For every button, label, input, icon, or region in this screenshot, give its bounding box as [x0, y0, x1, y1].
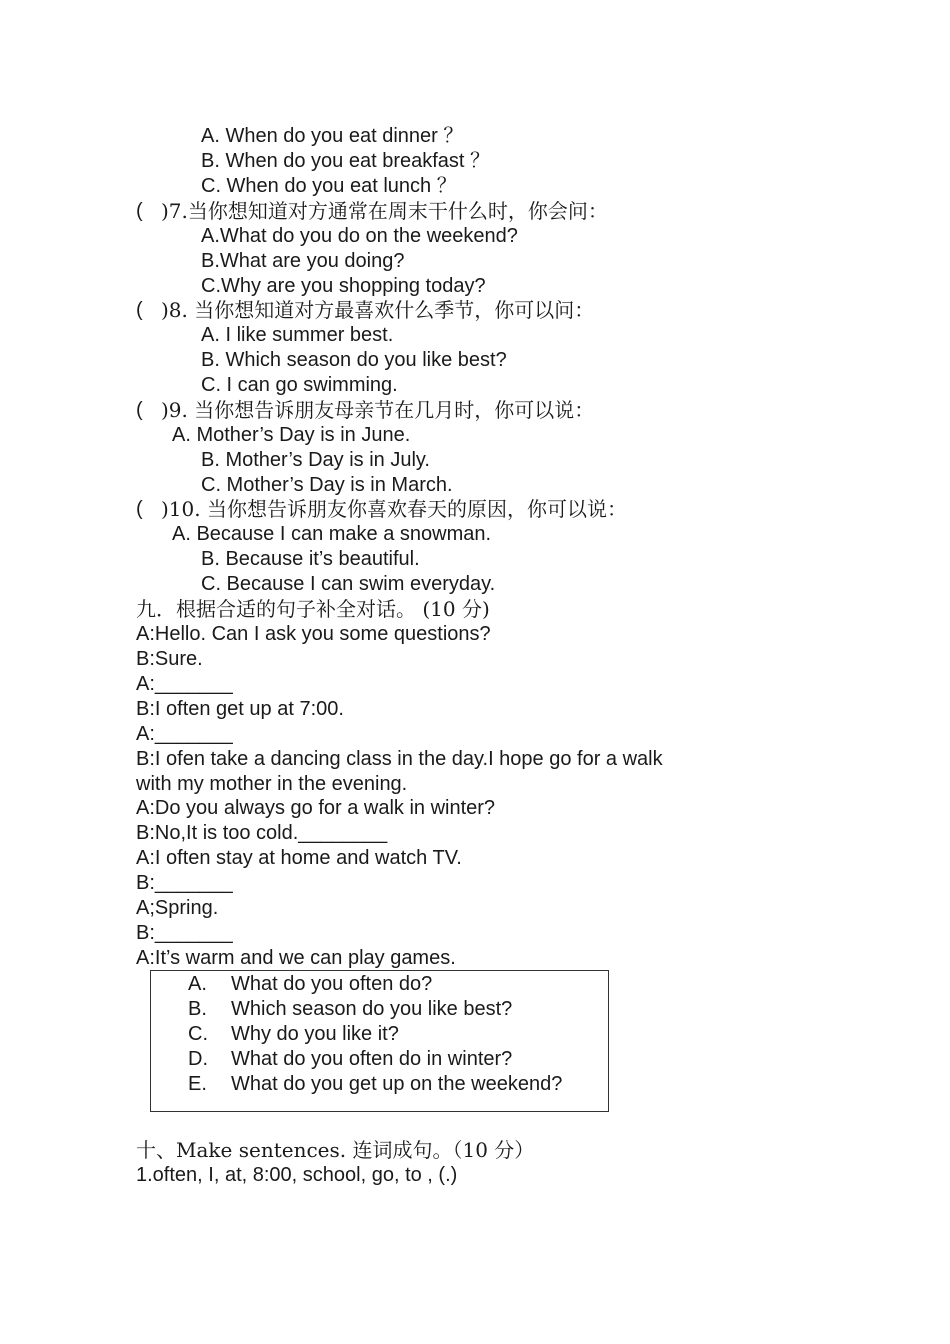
dialogue-line: A:I often stay at home and watch TV. [136, 847, 462, 869]
q8-stem: )8. 当你想知道对方最喜欢什么季节，你可以问： [161, 298, 595, 322]
q9-paren: ( [136, 399, 143, 421]
section10-item-1: 1.often, I, at, 8:00, school, go, to , (.) [136, 1164, 458, 1186]
dialogue-line: B:I often get up at 7:00. [136, 698, 344, 720]
dialogue-blank-line: B:_______ [136, 922, 233, 944]
dialogue-line: A:It’s warm and we can play games. [136, 947, 456, 969]
q7-option-c: C.Why are you shopping today? [201, 275, 486, 297]
q6-option-b: B. When do you eat breakfast ？ [201, 150, 491, 172]
dialogue-line: A:Do you always go for a walk in winter? [136, 797, 496, 819]
q6-option-c: C. When do you eat lunch ？ [201, 175, 457, 197]
q8-option-c: C. I can go swimming. [201, 374, 398, 396]
dialogue-blank-line: B:_______ [136, 872, 233, 894]
q10-paren: ( [136, 498, 143, 520]
q8-paren: ( [136, 299, 143, 321]
q8-option-b: B. Which season do you like best? [201, 349, 507, 371]
choice-text: What do you get up on the weekend? [231, 1073, 563, 1095]
q10-option-b: B. Because it’s beautiful. [201, 548, 420, 570]
dialogue-line: with my mother in the evening. [136, 773, 408, 795]
choice-letter: C. [188, 1023, 208, 1045]
choice-text: What do you often do? [231, 973, 433, 995]
dialogue-line: A:Hello. Can I ask you some questions? [136, 623, 491, 645]
dialogue-line: B:Sure. [136, 648, 203, 670]
q7-option-b: B.What are you doing? [201, 250, 405, 272]
choice-letter: E. [188, 1073, 207, 1095]
choice-text: What do you often do in winter? [231, 1048, 513, 1070]
q10-option-a: A. Because I can make a snowman. [172, 523, 492, 545]
q6-option-a: A. When do you eat dinner ？ [201, 125, 464, 147]
q7-stem: )7.当你想知道对方通常在周末干什么时，你会问： [161, 199, 608, 223]
section9-heading: 九．根据合适的句子补全对话。 (10 分) [136, 597, 490, 621]
q9-stem: )9. 当你想告诉朋友母亲节在几月时，你可以说： [161, 398, 595, 422]
q9-option-c: C. Mother’s Day is in March. [201, 474, 453, 496]
q7-paren: ( [136, 200, 143, 222]
q8-option-a: A. I like summer best. [201, 324, 394, 346]
section10-heading: 十、Make sentences. 连词成句。（10 分） [136, 1138, 535, 1162]
q10-stem: )10. 当你想告诉朋友你喜欢春天的原因，你可以说： [161, 497, 627, 521]
q9-option-a: A. Mother’s Day is in June. [172, 424, 411, 446]
q9-option-b: B. Mother’s Day is in July. [201, 449, 430, 471]
dialogue-line: A;Spring. [136, 897, 219, 919]
dialogue-blank-line: A:_______ [136, 673, 233, 695]
choice-text: Why do you like it? [231, 1023, 399, 1045]
q7-option-a: A.What do you do on the weekend? [201, 225, 518, 247]
choice-letter: D. [188, 1048, 208, 1070]
dialogue-line: B:I ofen take a dancing class in the day.I hope go for a walk [136, 748, 663, 770]
dialogue-blank-line: B:No,It is too cold.________ [136, 822, 388, 844]
choice-letter: A. [188, 973, 207, 995]
choice-text: Which season do you like best? [231, 998, 513, 1020]
q10-option-c: C. Because I can swim everyday. [201, 573, 496, 595]
choice-letter: B. [188, 998, 207, 1020]
dialogue-blank-line: A:_______ [136, 723, 233, 745]
choice-box [150, 970, 609, 1112]
